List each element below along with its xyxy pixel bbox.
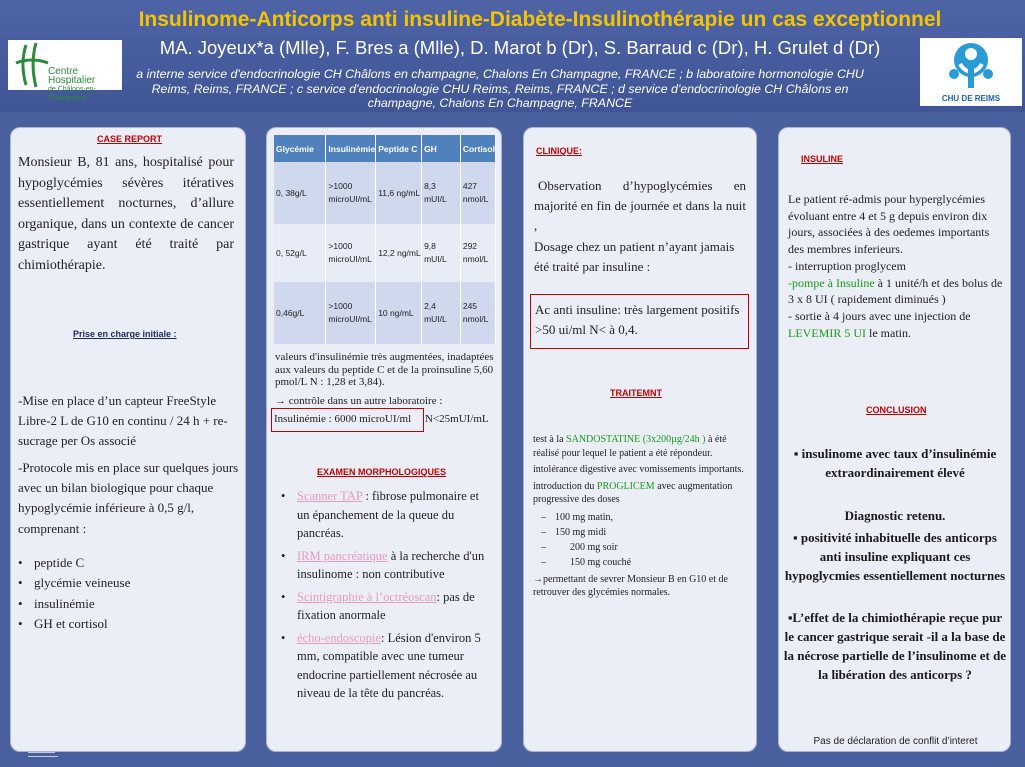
table-cell: 8,3 mUI/L — [422, 162, 461, 224]
table-cell: 292 nmol/L — [460, 224, 495, 282]
column-header: Peptide C — [376, 135, 422, 162]
list-item — [279, 547, 491, 584]
panel-clinique — [523, 127, 757, 752]
insulinemie-norm: N<25mUI/mL — [425, 413, 489, 425]
case-report-text: Monsieur B, 81 ans, hospitalisé pour hypoglycémies sévères itératives essentiellement nocturnes, d’allure organique, dans un contexte de cancer gastrique ayant été traité par chimiothérapie. — [18, 155, 234, 273]
footer-fineprint: ▬▬▬▬▬▬▬▬▬ ▬▬▬▬▬▬▬▬▬▬ — [28, 750, 58, 758]
levemir-drug: LEVEMIR 5 UI — [788, 325, 866, 340]
insulinemie-note: valeurs d'insulinémie très augmentées, inadaptées aux valeurs du peptide C et de la proinsuline 5,60 pmol/L N : 1,28 et 3,84). — [275, 351, 494, 388]
hospital-cross-icon — [12, 41, 52, 89]
logo-left-line1: Centre Hospitalier — [48, 66, 96, 86]
clinique-text-2: Dosage chez un patient n’ayant jamais été traité par insuline : — [534, 239, 735, 275]
list-item: • GH et cortisol — [16, 614, 236, 634]
dose-list — [533, 510, 749, 570]
table-cell: 10 ng/mL — [376, 282, 422, 344]
table-row — [274, 162, 496, 224]
list-item: – 150 mg couché — [533, 555, 749, 570]
insuline-body — [788, 191, 1006, 341]
table-cell: >1000 microUI/mL — [326, 162, 376, 224]
lab-results-table — [274, 135, 496, 344]
insuline-line-2: -pompe à Insuline à 1 unité/h et des bolus de 3 x 8 UI ( rapidement diminués ) — [788, 275, 1003, 307]
list-item: – 200 mg soir — [533, 540, 749, 555]
table-cell: 0, 38g/L — [274, 162, 326, 224]
panel-biology — [266, 127, 502, 752]
list-item: • peptide C — [16, 553, 236, 573]
exam-name: Scintigraphie à l’octréoscan — [297, 589, 437, 604]
case-report-title: CASE REPORT — [97, 134, 163, 144]
list-item: – 150 mg midi — [533, 525, 749, 540]
poster-affiliations: a interne service d'endocrinologie CH Châlons en champagne, Chalons En Champagne, FRANCE ; b laboratoire hormonologie CHU Reims, Reims, FRANCE ; c service d'endocrinologie CHU Reims, Reims, FRANCE ; d service d'endocrinologie CH Châlons en champagne, Chalons En Champagne, FRANCE — [136, 67, 864, 110]
exam-name: Scanner TAP — [297, 489, 363, 503]
para-capteur: -Mise en place d’un capteur FreeStyle Libre-2 L de G10 en continu / 24 h + re-sucrage per Os associé — [18, 393, 228, 449]
poster-authors: MA. Joyeux*a (Mlle), F. Bres a (Mlle), D. Marot b (Dr), S. Barraud c (Dr), H. Grulet d (Dr) — [159, 37, 881, 58]
table-cell: 0, 52g/L — [274, 224, 326, 282]
traitement-body — [533, 433, 749, 600]
exam-name: IRM pancréatique — [297, 548, 388, 563]
bilan-list — [16, 553, 236, 634]
panel-insuline — [778, 127, 1011, 752]
sandostatine-para: test à la SANDOSTATINE (3x200µg/24h ) à été réalisé pour lequel le patient a été répondeur. — [533, 434, 727, 459]
exam-title: EXAMEN MORPHOLOGIQUES — [317, 467, 447, 477]
insuline-line-3: - sortie à 4 jours avec une injection de LEVEMIR 5 UI le matin. — [788, 308, 971, 340]
table-header-row — [274, 135, 496, 162]
exam-text: : fibrose pulmonaire et un épanchement de la queue du pancréas. — [297, 489, 479, 540]
list-item: – 100 mg matin, — [533, 510, 749, 525]
insuline-text: Le patient ré-admis pour hyperglycémies évoluant entre 4 et 5 g depuis environ dix jours, associées à des oedemes importants des membres inferieurs. — [788, 192, 990, 257]
table-cell: 2,4 mUI/L — [422, 282, 461, 344]
ac-anti-insuline: Ac anti insuline: très largement positifs >50 ui/ml N< à 0,4. — [535, 302, 740, 338]
proglicem-drug: PROGLICEM — [596, 480, 655, 492]
list-item — [279, 487, 491, 543]
clinique-text-1: Observation d’hypoglycémies en majorité en fin de journée et dans la nuit , — [534, 178, 746, 234]
table-cell: 11,6 ng/mL — [376, 162, 422, 224]
table-row — [274, 282, 496, 344]
exam-text: à la recherche d'un insulinome : non contributive — [297, 548, 485, 581]
column-header: GH — [422, 135, 461, 162]
list-item — [279, 588, 491, 625]
exam-list — [279, 487, 491, 703]
conclusion-1: ▪ insulinome avec taux d’insulinémie extraordinairement élevé — [793, 446, 997, 480]
chu-reims-logo — [920, 38, 1022, 106]
conclusion-title: CONCLUSION — [866, 405, 927, 415]
prise-en-charge-title: Prise en charge initiale : — [73, 329, 177, 339]
column-header: Insulinémie — [326, 135, 376, 162]
conclusion-3: ▪ positivité inhabituelle des anticorps anti insuline expliquant ces hypoglycmies essentiellement nocturnes — [784, 530, 1006, 583]
para-protocole: -Protocole mis en place sur quelques jours avec un bilan biologique pour chaque hypoglycémie inférieure à 0,5 g/l, comprenant : — [18, 460, 239, 536]
table-cell: 245 nmol/L — [460, 282, 495, 344]
clinique-title: CLINIQUE: — [536, 146, 582, 156]
poster-header — [0, 0, 1025, 112]
disclosure-note: Pas de déclaration de conflit d’interet — [813, 736, 978, 747]
tree-people-icon — [920, 38, 1022, 94]
sandostatine-drug: SANDOSTATINE (3x200µg/24h ) — [566, 434, 706, 445]
exam-text: : Lésion d'environ 5 mm, compatible avec une tumeur endocrine partiellement nécrosée au niveau de la tête du pancréas. — [297, 630, 481, 700]
list-item — [279, 629, 491, 703]
table-row — [274, 224, 496, 282]
table-cell: 427 nmol/L — [460, 162, 495, 224]
logo-right-text: CHU DE REIMS — [941, 94, 1001, 103]
insuline-line-1: - interruption proglycem — [788, 258, 906, 273]
table-cell: 9,8 mUI/L — [422, 224, 461, 282]
table-cell: 0,46g/L — [274, 282, 326, 344]
list-item: • glycémie veineuse — [16, 573, 236, 593]
control-line: → contrôle dans un autre laboratoire : — [275, 395, 443, 407]
conclusion-2: Diagnostic retenu. — [844, 508, 946, 523]
table-cell: >1000 microUI/mL — [326, 224, 376, 282]
list-item: • insulinémie — [16, 594, 236, 614]
traitement-result: →permettant de sevrer Monsieur B en G10 et de retrouver des glycémies normales. — [533, 573, 728, 598]
exam-text: : pas de fixation anormale — [297, 589, 475, 622]
conclusion-4: ▪L’effet de la chimiothérapie reçue pur le cancer gastrique serait -il a la base de la nécrose partielle de l’insulinome et de la libération des anticorps ? — [783, 610, 1007, 682]
traitement-title: TRAITEMNT — [610, 388, 662, 398]
exam-name: écho-endoscopie — [297, 630, 381, 645]
table-cell: >1000 microUI/mL — [326, 282, 376, 344]
pompe-insuline: -pompe à Insuline — [788, 275, 875, 290]
intolerance-para: intolérance digestive avec vomissements importants. — [533, 464, 744, 475]
panel-case-report — [10, 127, 246, 752]
column-header: Glycémie — [274, 135, 326, 162]
table-cell: 12,2 ng/mL — [376, 224, 422, 282]
ch-chalons-logo — [8, 40, 122, 102]
insulinemie-value: Insulinémie : 6000 microUI/ml — [274, 413, 412, 425]
insuline-title: INSULINE — [801, 154, 844, 164]
poster-title: Insulinome-Anticorps anti insuline-Diabète-Insulinothérapie un cas exceptionnel — [138, 8, 942, 31]
logo-left-line2: de Châlons-en-Champagne — [48, 86, 96, 102]
proglicem-para: introduction du PROGLICEM avec augmentation progressive des doses — [533, 480, 733, 505]
column-header: Cortisol — [460, 135, 495, 162]
